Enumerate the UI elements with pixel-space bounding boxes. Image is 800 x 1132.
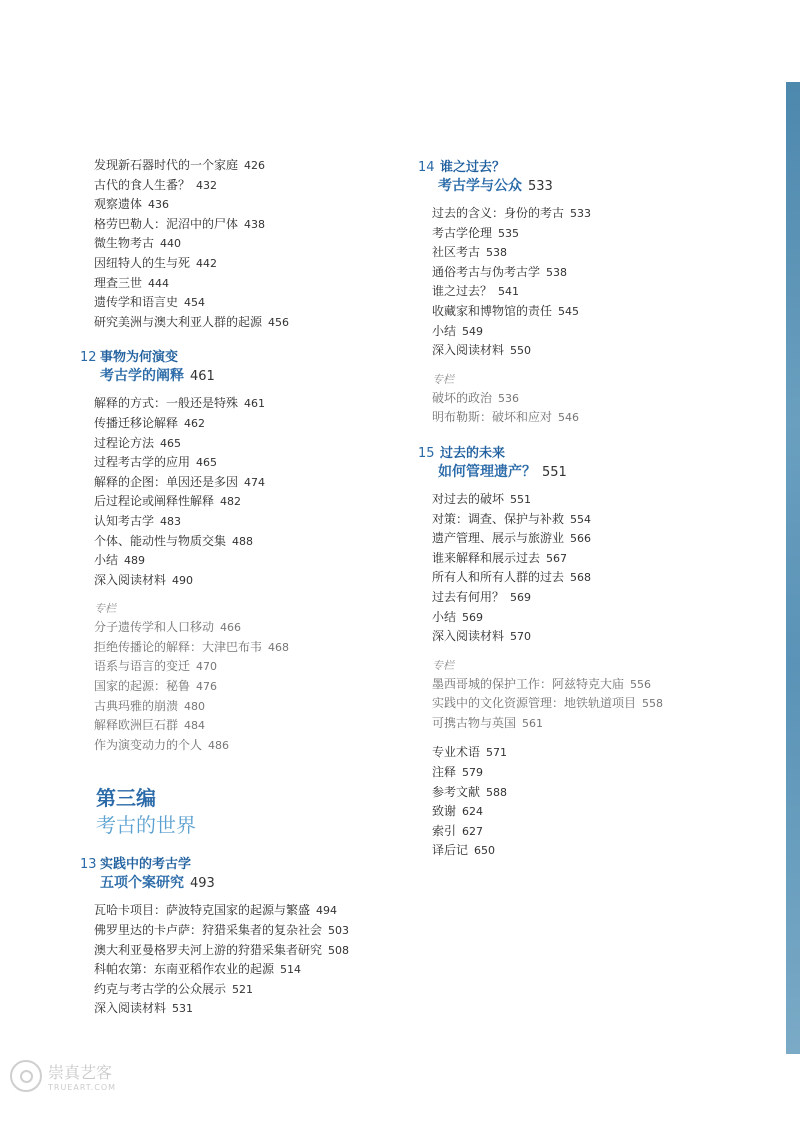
chapter-title[interactable]: 谁之过去？	[440, 160, 506, 175]
toc-entry[interactable]	[94, 156, 390, 176]
chapter-12	[80, 346, 390, 388]
entry-title: 实践中的文化资源管理：地铁轨道项目	[432, 696, 637, 711]
toc-entry[interactable]	[94, 551, 390, 571]
entry-page: 490	[172, 573, 194, 587]
entry-page: 588	[486, 785, 508, 799]
chapter-subtitle-text: 考古学与公众	[438, 178, 522, 194]
feature-label: 专栏	[94, 602, 116, 616]
toc-entry[interactable]	[432, 204, 758, 224]
entry-page: 462	[184, 416, 206, 430]
entry-title: 因纽特人的生与死	[94, 255, 191, 270]
toc-entry[interactable]	[432, 763, 758, 783]
entry-title: 通俗考古与伪考古学	[432, 264, 541, 279]
toc-entry[interactable]	[432, 549, 758, 569]
entry-title: 破坏的政治	[432, 390, 493, 405]
toc-entry[interactable]	[94, 313, 390, 333]
entry-title: 发现新石器时代的一个家庭	[94, 158, 239, 172]
feature-entry[interactable]	[94, 657, 390, 677]
entry-title: 传播迁移论解释	[94, 415, 179, 430]
entry-page: 488	[232, 534, 254, 548]
entry-title: 微生物考古	[94, 236, 155, 251]
entry-page: 554	[570, 512, 592, 526]
entry-title: 明布勒斯：破坏和应对	[432, 410, 553, 425]
entry-title: 格劳巴勒人：泥沼中的尸体	[94, 216, 239, 231]
toc-top-entries	[80, 156, 390, 332]
chapter-13	[80, 853, 390, 895]
toc-entry[interactable]	[94, 453, 390, 473]
chapter-14-features	[418, 389, 758, 428]
toc-entry[interactable]	[432, 224, 758, 244]
chapter-title[interactable]: 过去的未来	[440, 445, 506, 461]
entry-title: 过去的含义：身份的考古	[432, 206, 565, 220]
toc-entry[interactable]	[432, 568, 758, 588]
entry-title: 佛罗里达的卡卢萨：狩猎采集者的复杂社会	[94, 923, 323, 938]
entry-page: 533	[570, 207, 592, 220]
entry-page: 571	[486, 746, 508, 760]
watermark	[10, 1060, 116, 1092]
entry-title: 遗产管理、展示与旅游业	[432, 531, 565, 546]
feature-entry[interactable]	[94, 677, 390, 697]
entry-page: 494	[316, 904, 338, 918]
toc-right-column	[418, 156, 758, 861]
entry-page: 570	[510, 630, 532, 644]
entry-page: 549	[462, 324, 484, 338]
toc-entry[interactable]	[94, 999, 390, 1019]
entry-title: 研究美洲与澳大利亚人群的起源	[94, 314, 263, 329]
entry-title: 解释欧洲巨石群	[94, 718, 179, 733]
entry-page: 567	[546, 551, 568, 565]
toc-entry[interactable]	[94, 980, 390, 1000]
entry-title: 拒绝传播论的解释：大津巴布韦	[94, 639, 263, 654]
chapter-number: 14	[418, 160, 435, 175]
entry-page: 538	[546, 265, 568, 279]
entry-title: 理查三世	[94, 275, 143, 290]
feature-entry[interactable]	[432, 675, 758, 695]
toc-entry[interactable]	[94, 492, 390, 512]
feature-label: 专栏	[432, 658, 454, 672]
entry-title: 过去有何用？	[432, 589, 505, 604]
entry-page: 550	[510, 344, 532, 358]
toc-entry[interactable]	[94, 473, 390, 493]
chapter-12-features	[80, 618, 390, 755]
entry-title: 所有人和所有人群的过去	[432, 570, 565, 585]
entry-title: 分子遗传学和人口移动	[94, 620, 215, 635]
entry-title: 参考文献	[432, 784, 481, 799]
feature-entry[interactable]	[94, 697, 390, 717]
entry-page: 476	[196, 680, 218, 694]
entry-title: 科帕农第：东南亚稻作农业的起源	[94, 962, 275, 977]
entry-page: 480	[184, 699, 206, 713]
toc-entry[interactable]	[94, 512, 390, 532]
entry-page: 468	[268, 640, 290, 654]
entry-title: 致谢	[432, 804, 457, 819]
entry-page: 486	[208, 738, 230, 752]
entry-page: 440	[160, 237, 182, 251]
toc-entry[interactable]	[432, 627, 758, 647]
chapter-15-features	[418, 675, 758, 734]
entry-title: 索引	[432, 823, 457, 838]
entry-page: 474	[244, 475, 266, 489]
feature-entry[interactable]	[94, 736, 390, 756]
entry-page: 442	[196, 256, 218, 270]
entry-title: 深入阅读材料	[432, 343, 505, 358]
entry-page: 465	[196, 456, 218, 470]
toc-entry[interactable]	[432, 608, 758, 628]
entry-page: 438	[244, 217, 266, 231]
chapter-subtitle[interactable]	[438, 461, 758, 484]
entry-page: 466	[220, 621, 242, 635]
feature-entry[interactable]	[432, 408, 758, 428]
entry-page: 541	[498, 285, 520, 299]
entry-page: 465	[160, 436, 182, 450]
chapter-title[interactable]: 实践中的考古学	[100, 857, 192, 873]
part-subtitle: 考古的世界	[96, 813, 196, 838]
feature-label: 专栏	[432, 372, 454, 386]
toc-entry[interactable]	[94, 921, 390, 941]
toc-entry[interactable]	[432, 302, 758, 322]
chapter-page: 461	[190, 369, 215, 385]
toc-entry[interactable]	[432, 263, 758, 283]
entry-page: 508	[328, 943, 350, 957]
chapter-page: 533	[528, 179, 553, 194]
entry-title: 译后记	[432, 843, 469, 858]
chapter-subtitle[interactable]	[438, 175, 758, 198]
entry-page: 454	[184, 296, 206, 310]
entry-page: 568	[570, 571, 592, 585]
toc-entry[interactable]	[432, 783, 758, 803]
feature-entry[interactable]	[94, 618, 390, 638]
toc-entry[interactable]	[432, 822, 758, 842]
entry-title: 遗传学和语言史	[94, 295, 179, 310]
entry-page: 569	[510, 590, 532, 604]
toc-entry[interactable]	[432, 529, 758, 549]
entry-page: 545	[558, 304, 580, 318]
entry-title: 墨西哥城的保护工作：阿兹特克大庙	[432, 676, 625, 691]
entry-title: 约克与考古学的公众展示	[94, 981, 227, 996]
entry-page: 489	[124, 554, 146, 568]
entry-title: 过程考古学的应用	[94, 455, 191, 470]
entry-title: 对过去的破坏	[432, 491, 505, 506]
chapter-15-entries	[418, 490, 758, 647]
toc-entry[interactable]	[94, 176, 390, 196]
entry-title: 深入阅读材料	[432, 629, 505, 644]
entry-title: 注释	[432, 765, 457, 780]
chapter-14	[418, 156, 758, 198]
chapter-number: 15	[418, 445, 435, 461]
entry-title: 小结	[432, 323, 457, 338]
toc-entry[interactable]	[432, 322, 758, 342]
entry-page: 432	[196, 178, 218, 192]
entry-title: 深入阅读材料	[94, 1001, 167, 1016]
entry-page: 503	[328, 924, 350, 938]
chapter-subtitle-text: 五项个案研究	[100, 875, 184, 892]
feature-entry[interactable]	[94, 638, 390, 658]
entry-page: 579	[462, 766, 484, 780]
watermark-text: 崇真艺客	[48, 1063, 113, 1082]
entry-title: 古典玛雅的崩溃	[94, 698, 179, 713]
entry-title: 认知考古学	[94, 513, 155, 528]
toc-entry[interactable]	[432, 802, 758, 822]
toc-entry[interactable]	[94, 234, 390, 254]
chapter-number: 12	[80, 350, 97, 366]
chapter-page: 493	[190, 876, 215, 892]
entry-page: 535	[498, 226, 520, 240]
toc-left-column	[80, 156, 390, 1019]
toc-entry[interactable]	[432, 341, 758, 361]
toc-entry[interactable]	[94, 254, 390, 274]
entry-title: 解释的方式：一般还是特殊	[94, 396, 239, 411]
entry-page: 558	[642, 697, 664, 711]
toc-entry[interactable]	[94, 571, 390, 591]
entry-title: 社区考古	[432, 245, 481, 260]
entry-page: 566	[570, 532, 592, 546]
entry-page: 483	[160, 514, 182, 528]
watermark-logo-icon	[10, 1060, 42, 1092]
entry-page: 561	[522, 716, 544, 730]
back-matter-list	[418, 743, 758, 861]
entry-title: 国家的起源：秘鲁	[94, 679, 191, 694]
entry-title: 后过程论或阐释性解释	[94, 494, 215, 509]
chapter-15	[418, 442, 758, 484]
feature-entry[interactable]	[432, 389, 758, 409]
feature-entry[interactable]	[94, 716, 390, 736]
entry-page: 556	[630, 677, 652, 691]
entry-title: 专业术语	[432, 745, 481, 760]
entry-page: 444	[148, 276, 170, 290]
entry-page: 551	[510, 492, 532, 506]
toc-entry[interactable]	[432, 510, 758, 530]
chapter-14-entries	[418, 204, 758, 361]
toc-entry[interactable]	[94, 215, 390, 235]
toc-entry[interactable]	[432, 243, 758, 263]
entry-title: 谁之过去？	[432, 284, 493, 299]
toc-entry[interactable]	[94, 901, 390, 921]
entry-title: 解释的企图：单因还是多因	[94, 474, 239, 489]
toc-entry[interactable]	[94, 960, 390, 980]
entry-page: 521	[232, 982, 254, 996]
entry-title: 作为演变动力的个人	[94, 737, 203, 752]
chapter-page: 551	[542, 464, 567, 480]
watermark-subtext: TRUEART.COM	[48, 1083, 117, 1092]
entry-title: 语系与语言的变迁	[94, 659, 191, 674]
entry-page: 627	[462, 824, 484, 838]
part-three-heading	[96, 785, 390, 839]
entry-page: 436	[148, 198, 170, 212]
chapter-subtitle[interactable]	[100, 365, 390, 388]
toc-entry[interactable]	[94, 293, 390, 313]
entry-page: 482	[220, 495, 242, 509]
entry-page: 624	[462, 805, 484, 819]
entry-title: 小结	[94, 553, 119, 568]
entry-page: 461	[244, 397, 266, 411]
entry-title: 考古学伦理	[432, 225, 493, 240]
toc-entry[interactable]	[94, 941, 390, 961]
entry-page: 569	[462, 610, 484, 624]
entry-page: 536	[498, 391, 520, 405]
entry-title: 过程论方法	[94, 435, 155, 450]
entry-title: 瓦哈卡项目：萨波特克国家的起源与繁盛	[94, 903, 311, 918]
entry-title: 小结	[432, 609, 457, 624]
chapter-subtitle-text: 考古学的阐释	[100, 368, 184, 385]
entry-title: 谁来解释和展示过去	[432, 550, 541, 565]
entry-title: 对策：调查、保护与补救	[432, 511, 565, 526]
chapter-13-entries	[80, 901, 390, 1019]
entry-title: 古代的食人生番？	[94, 177, 191, 192]
entry-title: 观察遗体	[94, 197, 143, 212]
toc-entry[interactable]	[432, 588, 758, 608]
entry-page: 426	[244, 159, 266, 172]
entry-page: 514	[280, 963, 302, 977]
decorative-side-strip	[786, 82, 800, 1054]
toc-entry[interactable]	[94, 434, 390, 454]
toc-entry[interactable]	[432, 743, 758, 763]
toc-entry[interactable]	[432, 490, 758, 510]
entry-page: 538	[486, 246, 508, 260]
toc-entry[interactable]	[94, 532, 390, 552]
entry-page: 456	[268, 315, 290, 329]
feature-entry[interactable]	[432, 714, 758, 734]
entry-title: 个体、能动性与物质交集	[94, 533, 227, 548]
chapter-number: 13	[80, 857, 97, 873]
part-title: 第三编	[96, 786, 156, 811]
entry-title: 可携古物与英国	[432, 715, 517, 730]
toc-entry[interactable]	[94, 195, 390, 215]
chapter-subtitle-text: 如何管理遗产？	[438, 463, 536, 480]
chapter-subtitle[interactable]	[100, 872, 390, 895]
toc-entry[interactable]	[432, 282, 758, 302]
toc-entry[interactable]	[432, 841, 758, 861]
entry-page: 484	[184, 719, 206, 733]
entry-page: 650	[474, 844, 496, 858]
entry-title: 收藏家和博物馆的责任	[432, 303, 553, 318]
entry-page: 531	[172, 1002, 194, 1016]
toc-entry[interactable]	[94, 414, 390, 434]
entry-page: 546	[558, 411, 580, 425]
feature-entry[interactable]	[432, 694, 758, 714]
entry-title: 深入阅读材料	[94, 572, 167, 587]
entry-title: 澳大利亚曼格罗夫河上游的狩猎采集者研究	[94, 942, 323, 957]
toc-entry[interactable]	[94, 394, 390, 414]
chapter-12-entries	[80, 394, 390, 590]
entry-page: 470	[196, 660, 218, 674]
toc-entry[interactable]	[94, 274, 390, 294]
chapter-title[interactable]: 事物为何演变	[100, 350, 179, 366]
